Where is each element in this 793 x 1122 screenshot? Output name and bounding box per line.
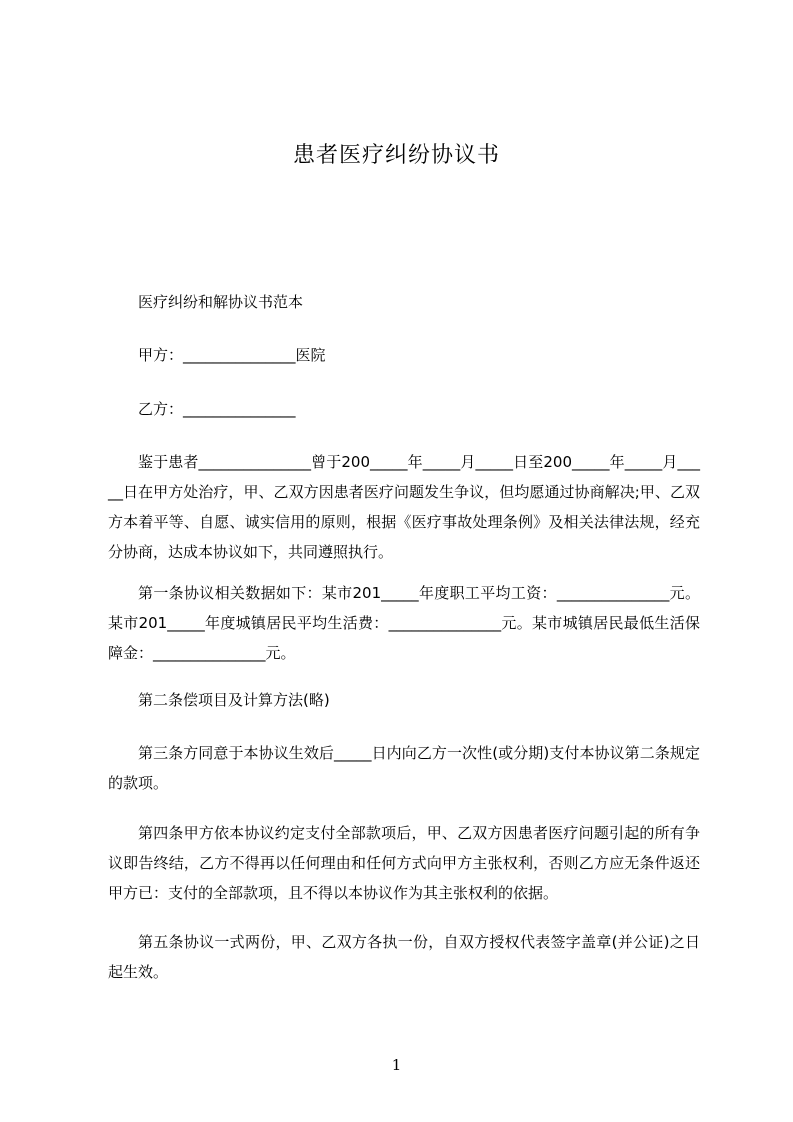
paragraph-article-1: 第一条协议相关数据如下：某市201_____年度职工平均工资：_______________元。某市201_____年度城镇居民平均生活费：_______________元。某市城镇居民最低生活保障金：_______________元。 (108, 584, 700, 662)
paragraph-article-4: 第四条甲方依本协议约定支付全部款项后，甲、乙双方因患者医疗问题引起的所有争议即告终结，乙方不得再以任何理由和任何方式向甲方主张权利，否则乙方应无条件返还甲方已：支付的全部款项，且不得以本协议作为其主张权利的依据。 (108, 824, 700, 902)
page-number: 1 (391, 1056, 402, 1074)
paragraph-article-3: 第三条方同意于本协议生效后_____日内向乙方一次性(或分期)支付本协议第二条规定的款项。 (108, 744, 700, 792)
paragraph-template-name: 医疗纠纷和解协议书范本 (138, 293, 304, 311)
paragraph-party-a: 甲方：_______________医院 (138, 346, 326, 364)
paragraph-article-5: 第五条协议一式两份，甲、乙双方各执一份，自双方授权代表签字盖章(并公证)之日起生效。 (108, 933, 700, 981)
paragraph-article-2: 第二条偿项目及计算方法(略) (138, 691, 330, 709)
document-title: 患者医疗纠纷协议书 (292, 143, 500, 168)
paragraph-preamble: 鉴于患者_______________曾于200_____年_____月_____日至200_____年_____月_____日在甲方处治疗，甲、乙双方因患者医疗问题发生争议，但均愿通过协商解决;甲、乙双方本着平等、自愿、诚实信用的原则，根据《医疗事故处理条例》及相关法律法规，经充分协商，达成本协议如下，共同遵照执行。 (108, 453, 700, 561)
paragraph-party-b: 乙方：_______________ (138, 400, 296, 418)
